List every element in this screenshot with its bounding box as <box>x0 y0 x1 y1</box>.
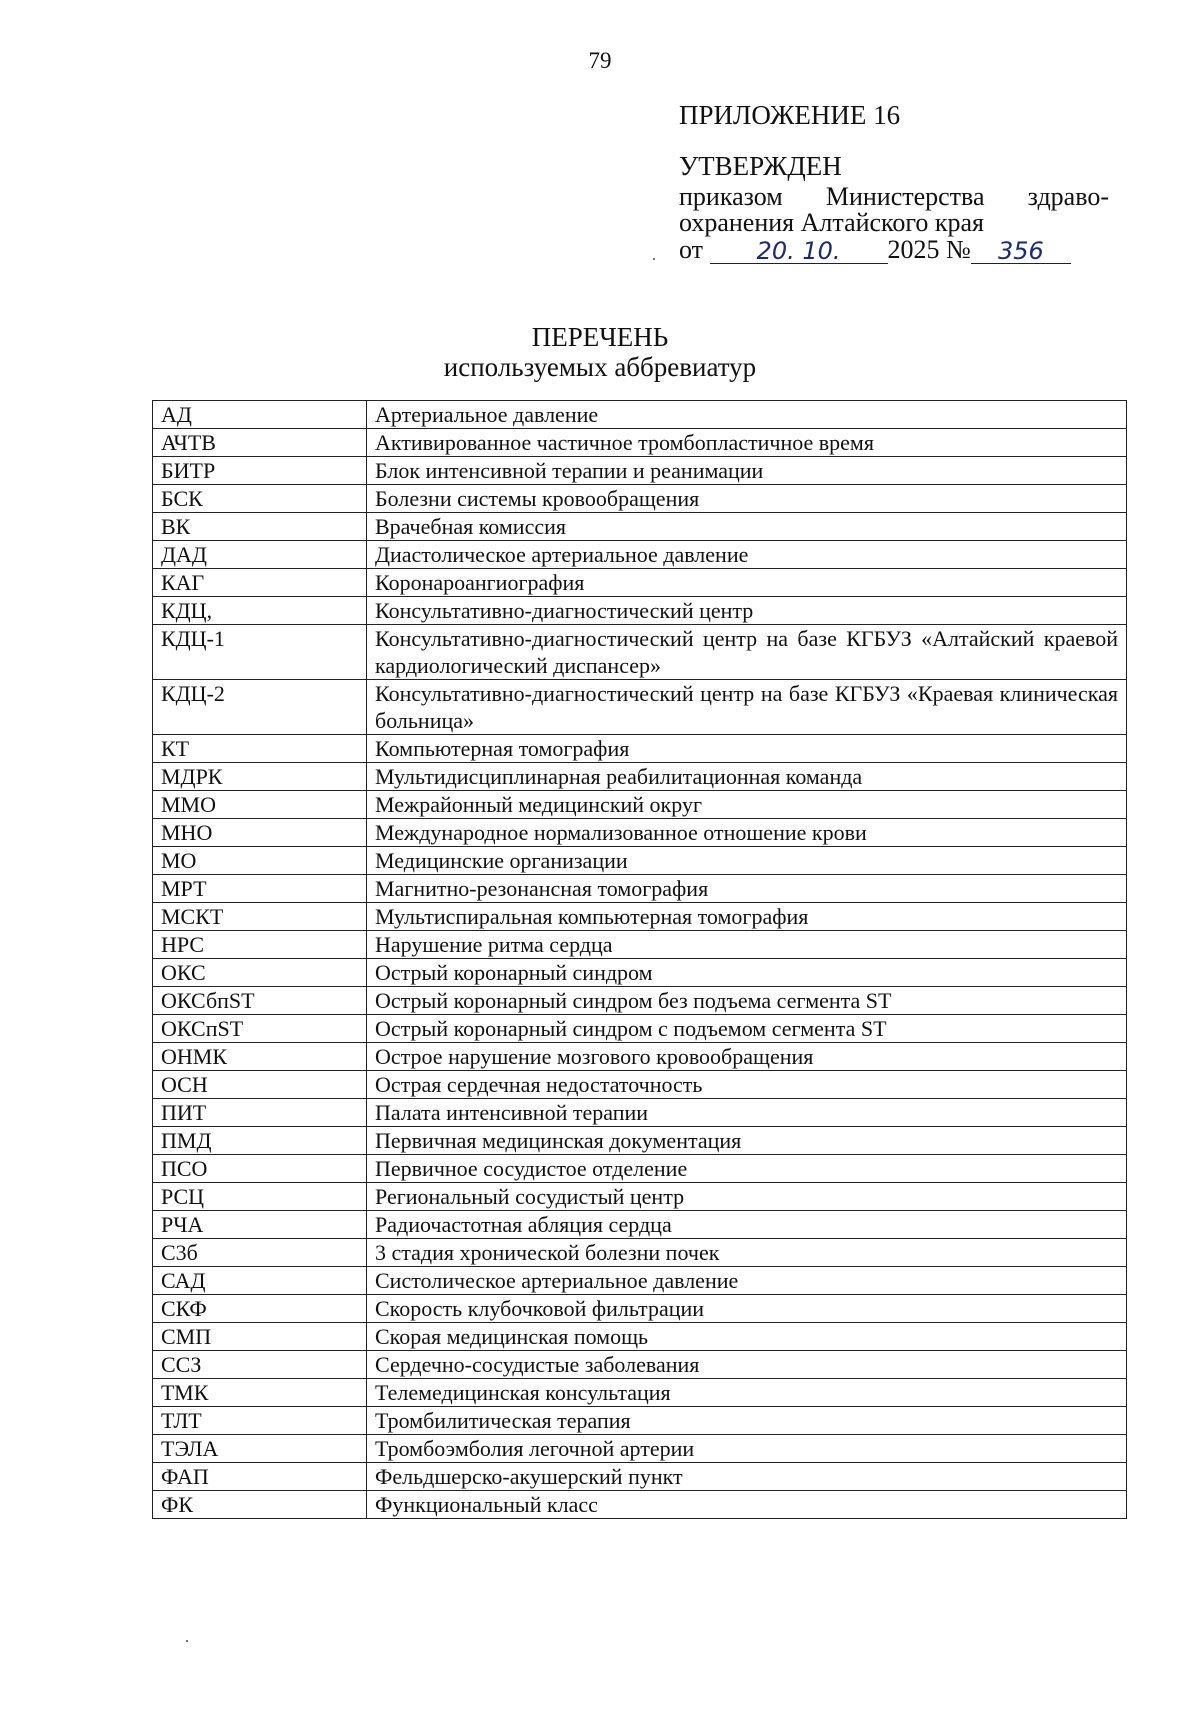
table-row <box>153 903 1127 931</box>
abbreviation-code: КДЦ-1 <box>153 625 367 680</box>
table-row <box>153 1295 1127 1323</box>
table-row <box>153 1351 1127 1379</box>
abbreviation-code: ВК <box>153 513 367 541</box>
handwritten-order-number: 356 <box>971 239 1071 264</box>
abbreviation-code: БСК <box>153 485 367 513</box>
abbreviation-meaning: Международное нормализованное отношение крови <box>367 819 1127 847</box>
abbreviation-meaning: 3 стадия хронической болезни почек <box>367 1239 1127 1267</box>
table-row <box>153 1267 1127 1295</box>
abbreviation-meaning: Врачебная комиссия <box>367 513 1127 541</box>
abbreviation-meaning: Сердечно-сосудистые заболевания <box>367 1351 1127 1379</box>
abbreviation-meaning: Острый коронарный синдром без подъема сегмента ST <box>367 987 1127 1015</box>
table-row <box>153 1491 1127 1519</box>
abbreviation-meaning: Диастолическое артериальное давление <box>367 541 1127 569</box>
abbreviation-meaning: Первичное сосудистое отделение <box>367 1155 1127 1183</box>
abbreviation-code: РСЦ <box>153 1183 367 1211</box>
abbreviation-code: МО <box>153 847 367 875</box>
abbreviation-code: КТ <box>153 735 367 763</box>
abbreviation-code: НРС <box>153 931 367 959</box>
table-row <box>153 1099 1127 1127</box>
table-row <box>153 625 1127 680</box>
abbreviation-code: МРТ <box>153 875 367 903</box>
abbreviation-code: ОСН <box>153 1071 367 1099</box>
abbreviation-meaning: Фельдшерско-акушерский пункт <box>367 1463 1127 1491</box>
list-heading <box>0 322 1200 382</box>
abbreviation-code: ПИТ <box>153 1099 367 1127</box>
abbreviation-meaning: Тромбоэмболия легочной артерии <box>367 1435 1127 1463</box>
abbreviations-table <box>152 400 1127 1519</box>
table-row <box>153 875 1127 903</box>
table-row <box>153 791 1127 819</box>
abbreviation-meaning: Болезни системы кровообращения <box>367 485 1127 513</box>
table-row <box>153 1183 1127 1211</box>
abbreviation-code: САД <box>153 1267 367 1295</box>
abbreviation-meaning: Мультиспиральная компьютерная томография <box>367 903 1127 931</box>
table-row <box>153 1435 1127 1463</box>
abbreviation-meaning: Медицинские организации <box>367 847 1127 875</box>
order-line <box>679 184 1109 210</box>
abbreviation-meaning: Блок интенсивной терапии и реанимации <box>367 457 1127 485</box>
table-row <box>153 847 1127 875</box>
table-row <box>153 931 1127 959</box>
scan-speck <box>653 258 655 260</box>
ministry-word: Министерства <box>825 182 985 211</box>
abbreviation-meaning: Магнитно-резонансная томография <box>367 875 1127 903</box>
abbreviation-code: ОКС <box>153 959 367 987</box>
abbreviation-meaning: Артериальное давление <box>367 401 1127 429</box>
abbreviation-meaning: Коронароангиография <box>367 569 1127 597</box>
table-row <box>153 457 1127 485</box>
abbreviation-meaning: Тромбилитическая терапия <box>367 1407 1127 1435</box>
abbreviation-meaning: Скорость клубочковой фильтрации <box>367 1295 1127 1323</box>
order-word: приказом <box>679 182 783 211</box>
abbreviation-code: СМП <box>153 1323 367 1351</box>
table-row <box>153 541 1127 569</box>
abbreviation-meaning: Функциональный класс <box>367 1491 1127 1519</box>
abbreviation-meaning: Нарушение ритма сердца <box>367 931 1127 959</box>
abbreviation-meaning: Консультативно-диагностический центр на базе КГБУЗ «Алтайский краевой кардиологический диспансер» <box>367 625 1127 680</box>
abbreviation-meaning: Острая сердечная недостаточность <box>367 1071 1127 1099</box>
handwritten-date: 20. 10. <box>710 239 888 264</box>
from-label: от <box>679 235 704 264</box>
table-row <box>153 569 1127 597</box>
abbreviation-meaning: Скорая медицинская помощь <box>367 1323 1127 1351</box>
table-row <box>153 1127 1127 1155</box>
abbreviation-meaning: Острое нарушение мозгового кровообращения <box>367 1043 1127 1071</box>
abbreviation-meaning: Мультидисциплинарная реабилитационная команда <box>367 763 1127 791</box>
table-row <box>153 1071 1127 1099</box>
annex-label: ПРИЛОЖЕНИЕ 16 <box>679 100 901 130</box>
abbreviation-meaning: Активированное частичное тромбопластичное время <box>367 429 1127 457</box>
abbreviation-code: РЧА <box>153 1211 367 1239</box>
table-row <box>153 401 1127 429</box>
abbreviation-meaning: Палата интенсивной терапии <box>367 1099 1127 1127</box>
table-row <box>153 485 1127 513</box>
table-row <box>153 429 1127 457</box>
abbreviation-code: КДЦ-2 <box>153 680 367 735</box>
page-number: 79 <box>588 48 612 73</box>
abbreviation-code: ССЗ <box>153 1351 367 1379</box>
abbreviation-code: ОНМК <box>153 1043 367 1071</box>
abbreviation-code: МСКТ <box>153 903 367 931</box>
table-row <box>153 763 1127 791</box>
abbreviation-code: ММО <box>153 791 367 819</box>
abbreviation-code: ФАП <box>153 1463 367 1491</box>
abbreviation-meaning: Систолическое артериальное давление <box>367 1267 1127 1295</box>
table-row <box>153 735 1127 763</box>
table-row <box>153 680 1127 735</box>
abbreviation-meaning: Межрайонный медицинский округ <box>367 791 1127 819</box>
abbreviation-meaning: Консультативно-диагностический центр на базе КГБУЗ «Краевая клиническая больница» <box>367 680 1127 735</box>
approved-label: УТВЕРЖДЕН <box>679 151 842 181</box>
abbreviation-code: ТЛТ <box>153 1407 367 1435</box>
table-row <box>153 1239 1127 1267</box>
table-row <box>153 819 1127 847</box>
list-title: ПЕРЕЧЕНЬ <box>531 322 669 352</box>
abbreviation-meaning: Консультативно-диагностический центр <box>367 597 1127 625</box>
ministry-region-line: охранения Алтайского края <box>679 208 985 237</box>
scan-speck <box>186 1640 188 1642</box>
abbreviation-meaning: Региональный сосудистый центр <box>367 1183 1127 1211</box>
table-row <box>153 597 1127 625</box>
table-row <box>153 1463 1127 1491</box>
abbreviation-code: С3б <box>153 1239 367 1267</box>
abbreviation-meaning: Острый коронарный синдром с подъемом сегмента ST <box>367 1015 1127 1043</box>
abbreviation-code: СКФ <box>153 1295 367 1323</box>
abbreviation-code: АЧТВ <box>153 429 367 457</box>
abbreviation-meaning: Первичная медицинская документация <box>367 1127 1127 1155</box>
abbreviation-code: МДРК <box>153 763 367 791</box>
table-row <box>153 987 1127 1015</box>
abbreviation-code: ФК <box>153 1491 367 1519</box>
abbreviation-meaning: Острый коронарный синдром <box>367 959 1127 987</box>
abbreviation-meaning: Радиочастотная абляция сердца <box>367 1211 1127 1239</box>
abbreviation-meaning: Телемедицинская консультация <box>367 1379 1127 1407</box>
abbreviation-code: АД <box>153 401 367 429</box>
abbreviation-meaning: Компьютерная томография <box>367 735 1127 763</box>
table-row <box>153 1155 1127 1183</box>
abbreviation-code: ТЭЛА <box>153 1435 367 1463</box>
abbreviation-code: МНО <box>153 819 367 847</box>
abbreviation-code: ДАД <box>153 541 367 569</box>
approval-block <box>679 100 1109 264</box>
abbreviation-code: КАГ <box>153 569 367 597</box>
abbreviation-code: ОКСпST <box>153 1015 367 1043</box>
table-row <box>153 1043 1127 1071</box>
abbreviation-code: ТМК <box>153 1379 367 1407</box>
table-row <box>153 959 1127 987</box>
table-row <box>153 1379 1127 1407</box>
table-row <box>153 1407 1127 1435</box>
abbreviation-code: БИТР <box>153 457 367 485</box>
abbreviation-code: ОКСбпST <box>153 987 367 1015</box>
abbreviation-code: ПСО <box>153 1155 367 1183</box>
table-row <box>153 1323 1127 1351</box>
table-row <box>153 513 1127 541</box>
abbreviation-code: ПМД <box>153 1127 367 1155</box>
list-subtitle: используемых аббревиатур <box>443 352 757 382</box>
order-date-line <box>679 236 1109 264</box>
health-word-part: здраво- <box>1027 182 1109 211</box>
abbreviation-code: КДЦ, <box>153 597 367 625</box>
table-row <box>153 1211 1127 1239</box>
year-number-label: 2025 № <box>887 235 971 264</box>
table-row <box>153 1015 1127 1043</box>
